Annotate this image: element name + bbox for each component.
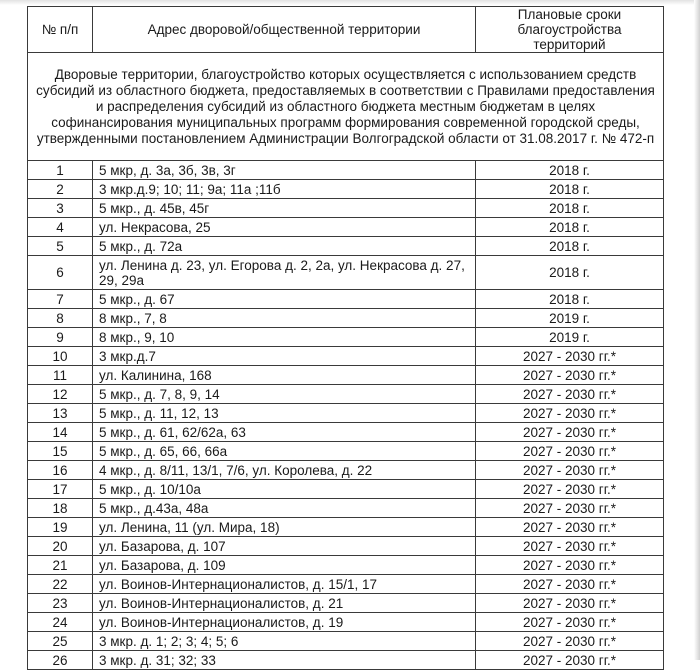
row-term: 2027 - 2030 гг.* [476,594,664,613]
row-term: 2027 - 2030 гг.* [476,366,664,385]
row-num: 9 [28,328,93,347]
table-row [28,556,664,575]
row-address: 3 мкр. д. 1; 2; 3; 4; 5; 6 [93,632,476,651]
row-num: 24 [28,613,93,632]
row-num: 6 [28,256,93,290]
section-row [28,53,664,161]
row-term: 2027 - 2030 гг.* [476,499,664,518]
row-term: 2019 г. [476,309,664,328]
row-address: ул. Воинов-Интернационалистов, д. 19 [93,613,476,632]
row-address: 3 мкр.д.7 [93,347,476,366]
table-row [28,480,664,499]
page-right-shadow [694,0,700,660]
table-row [28,632,664,651]
row-address: 8 мкр., 9, 10 [93,328,476,347]
row-term: 2027 - 2030 гг.* [476,442,664,461]
table-row [28,309,664,328]
row-num: 2 [28,180,93,199]
table-row [28,537,664,556]
row-term: 2027 - 2030 гг.* [476,385,664,404]
row-term: 2018 г. [476,161,664,180]
table-row [28,180,664,199]
row-address: ул. Калинина, 168 [93,366,476,385]
row-term: 2027 - 2030 гг.* [476,537,664,556]
row-address: 5 мкр., д. 11, 12, 13 [93,404,476,423]
row-address: ул. Базарова, д. 109 [93,556,476,575]
header-num: № п/п [28,7,93,53]
row-address: 5 мкр., д. 67 [93,290,476,309]
row-address: 5 мкр., д. 72а [93,237,476,256]
row-term: 2027 - 2030 гг.* [476,651,664,670]
row-term: 2027 - 2030 гг.* [476,480,664,499]
row-address: 3 мкр. д. 31; 32; 33 [93,651,476,670]
table-row [28,347,664,366]
row-num: 23 [28,594,93,613]
row-num: 4 [28,218,93,237]
row-term: 2018 г. [476,180,664,199]
row-num: 22 [28,575,93,594]
row-num: 15 [28,442,93,461]
table-row [28,423,664,442]
table-row [28,328,664,347]
row-num: 12 [28,385,93,404]
header-address: Адрес дворовой/общественной территории [93,7,476,53]
row-num: 5 [28,237,93,256]
table-row [28,575,664,594]
row-num: 19 [28,518,93,537]
row-term: 2018 г. [476,256,664,290]
row-term: 2027 - 2030 гг.* [476,518,664,537]
table-row [28,218,664,237]
row-num: 11 [28,366,93,385]
row-term: 2018 г. [476,237,664,256]
row-address: 5 мкр., д. 10/10а [93,480,476,499]
row-num: 8 [28,309,93,328]
table-row [28,385,664,404]
table-row [28,461,664,480]
row-num: 25 [28,632,93,651]
row-term: 2027 - 2030 гг.* [476,575,664,594]
row-address: ул. Воинов-Интернационалистов, д. 15/1, 17 [93,575,476,594]
row-num: 1 [28,161,93,180]
row-address: ул. Некрасова, 25 [93,218,476,237]
table-row [28,613,664,632]
page-top-shadow [0,0,700,5]
row-address: 5 мкр., д. 61, 62/62а, 63 [93,423,476,442]
row-address: 5 мкр., д. 45в, 45г [93,199,476,218]
section-title: Дворовые территории, благоустройство которых осуществляется с использованием средств субсидий из областного бюджета, предоставляемых в соответствии с Правилами предоставления и распределения субсидий из областного бюджета местным бюджетам в целях софинансирования муниципальных программ формирования современной городской среды, утвержденными постановлением Администрации Волгоградской области от 31.08.2017 г. № 472-п [28,53,664,161]
row-num: 21 [28,556,93,575]
table-row [28,237,664,256]
row-term: 2018 г. [476,199,664,218]
row-num: 10 [28,347,93,366]
row-address: 5 мкр., д.43а, 48а [93,499,476,518]
row-term: 2018 г. [476,218,664,237]
table-row [28,290,664,309]
row-num: 26 [28,651,93,670]
row-term: 2018 г. [476,290,664,309]
table-row [28,256,664,290]
table-header-row [28,7,664,53]
row-address: ул. Воинов-Интернационалистов, д. 21 [93,594,476,613]
row-num: 16 [28,461,93,480]
row-address: 3 мкр.д.9; 10; 11; 9а; 11а ;11б [93,180,476,199]
row-term: 2027 - 2030 гг.* [476,632,664,651]
row-term: 2027 - 2030 гг.* [476,613,664,632]
table-row [28,651,664,670]
table-row [28,404,664,423]
row-num: 13 [28,404,93,423]
table-row [28,366,664,385]
row-address: 8 мкр., 7, 8 [93,309,476,328]
row-address: ул. Базарова, д. 107 [93,537,476,556]
row-address: ул. Ленина, 11 (ул. Мира, 18) [93,518,476,537]
territories-table [27,6,664,670]
row-address: 4 мкр., д. 8/11, 13/1, 7/6, ул. Королева, д. 22 [93,461,476,480]
row-address: 5 мкр, д. 3а, 3б, 3в, 3г [93,161,476,180]
row-term: 2019 г. [476,328,664,347]
row-address: 5 мкр., д. 7, 8, 9, 14 [93,385,476,404]
table-row [28,442,664,461]
table-row [28,161,664,180]
header-term: Плановые сроки благоустройства территорий [476,7,664,53]
row-term: 2027 - 2030 гг.* [476,347,664,366]
row-num: 17 [28,480,93,499]
row-num: 14 [28,423,93,442]
row-address: 5 мкр., д. 65, 66, 66а [93,442,476,461]
table-row [28,518,664,537]
table-row [28,594,664,613]
row-term: 2027 - 2030 гг.* [476,556,664,575]
row-address: ул. Ленина д. 23, ул. Егорова д. 2, 2а, ул. Некрасова д. 27, 29, 29а [93,256,476,290]
table-row [28,499,664,518]
row-num: 18 [28,499,93,518]
row-num: 7 [28,290,93,309]
row-num: 20 [28,537,93,556]
row-term: 2027 - 2030 гг.* [476,404,664,423]
row-term: 2027 - 2030 гг.* [476,423,664,442]
table-row [28,199,664,218]
row-num: 3 [28,199,93,218]
row-term: 2027 - 2030 гг.* [476,461,664,480]
